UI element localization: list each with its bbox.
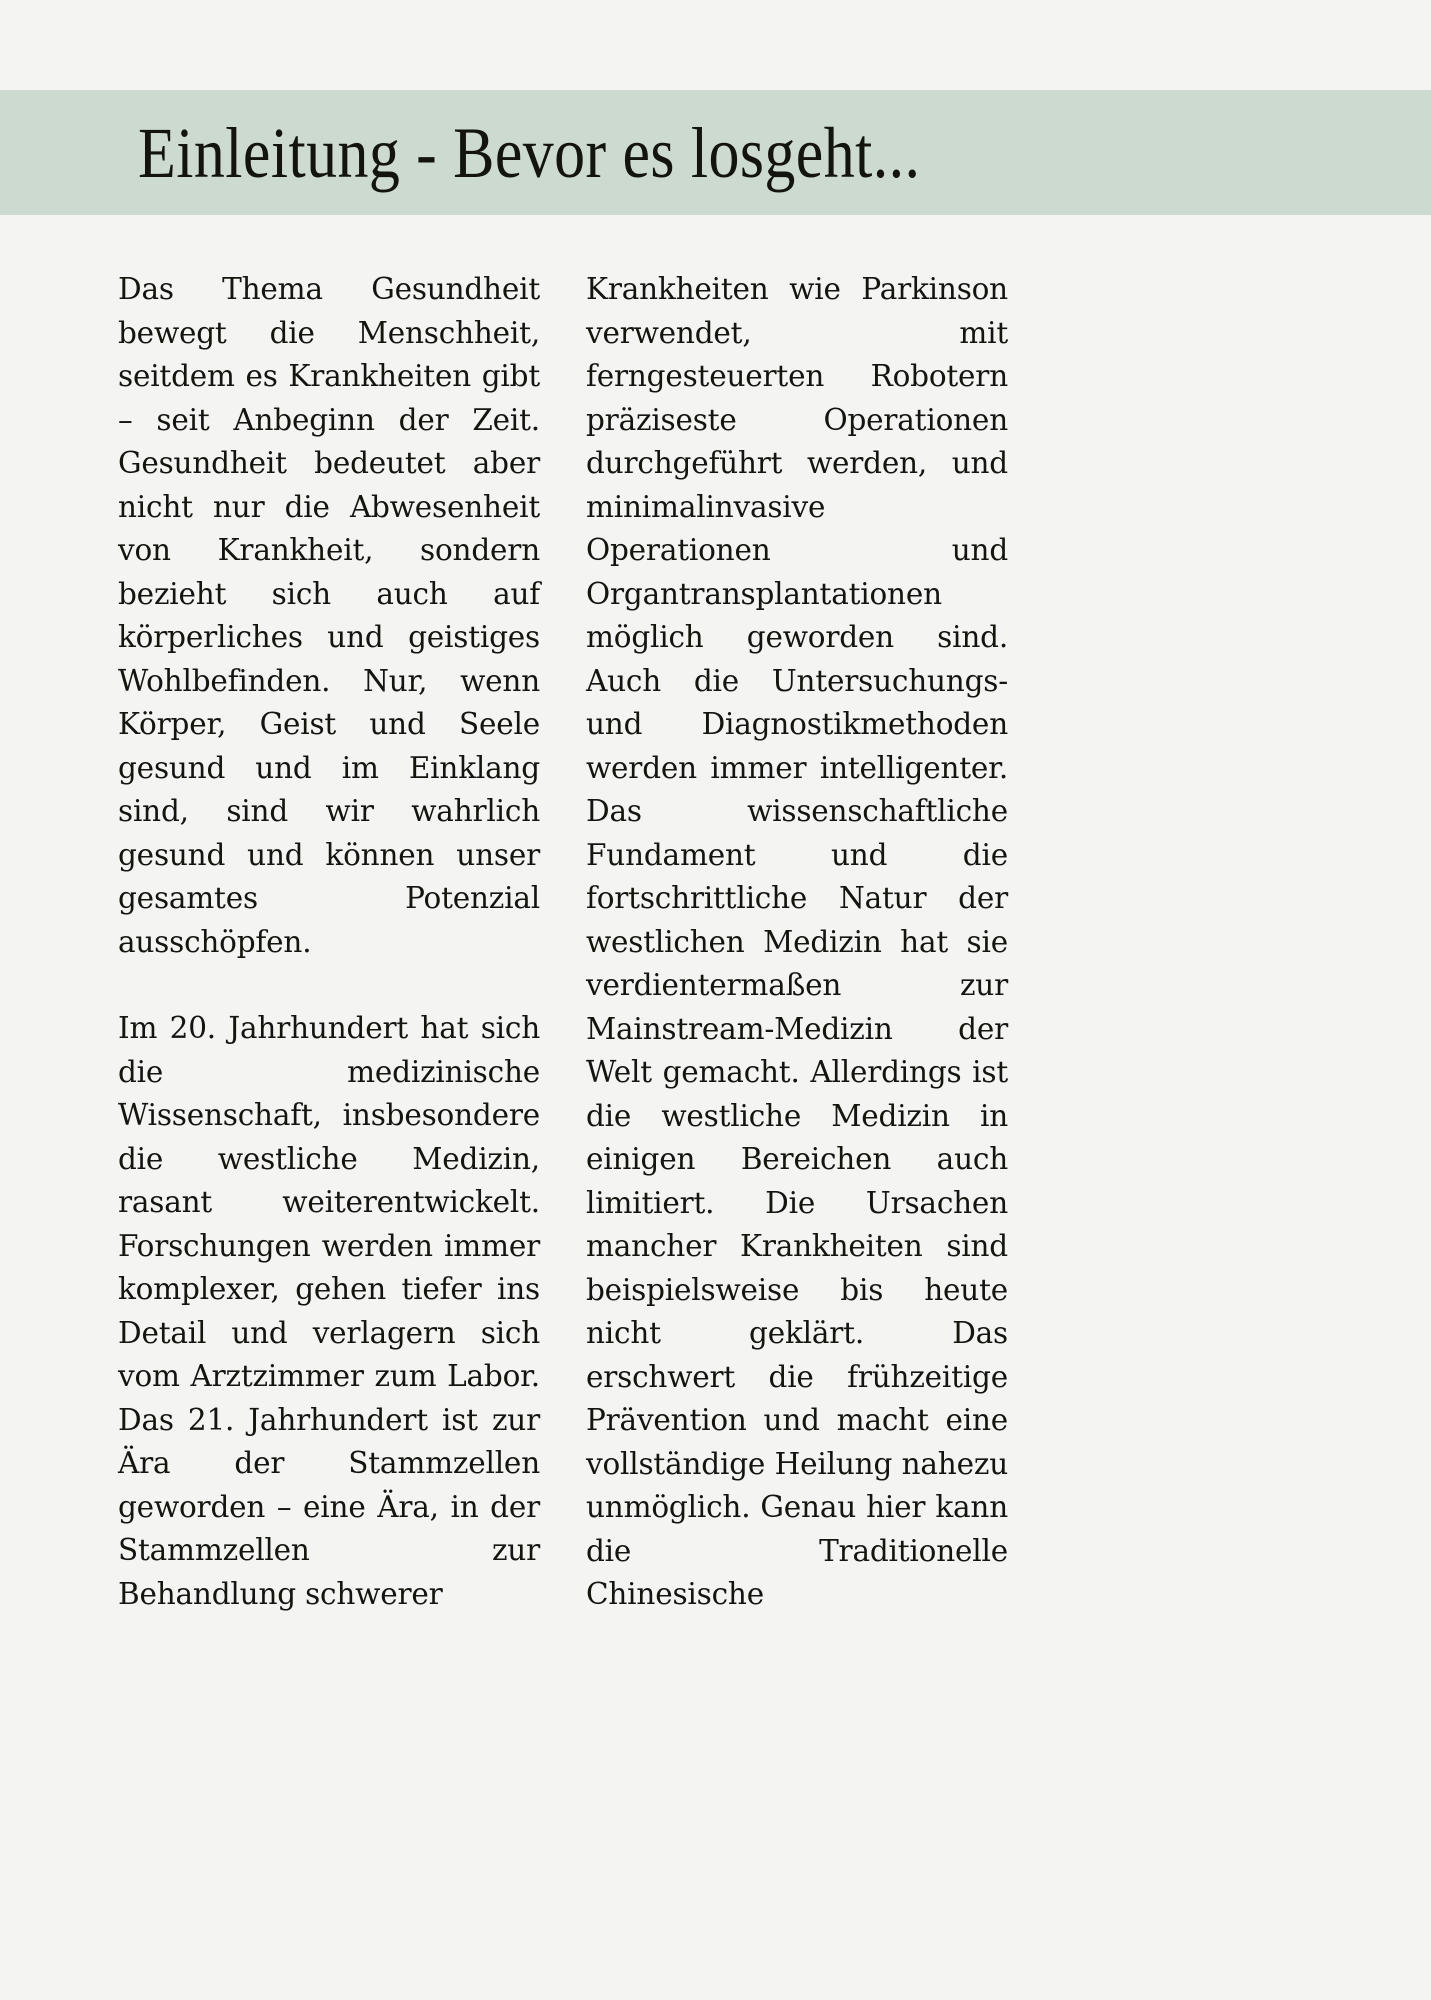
paragraph: Krankheiten wie Parkinson verwendet, mit ferngesteuerten Robotern präziseste Operationen durchgeführt werden, und minimalinvasive Operationen und Organtransplantationen möglich geworden sind. Auch die Untersuchungs- und Diagnostikmethoden werden immer intelligenter. Das wissenschaftliche Fundament und die fortschrittliche Natur der westlichen Medizin hat sie verdientermaßen zur Mainstream-Medizin der Welt gemacht. Allerdings ist die westliche Medizin in einigen Bereichen auch limitiert. Die Ursachen mancher Krankheiten sind beispielsweise bis heute nicht geklärt. Das erschwert die frühzeitige Prävention und macht eine vollständige Heilung nahezu unmöglich. Genau hier kann die Traditionelle Chinesische (586, 272, 1008, 1611)
paragraph: Im 20. Jahrhundert hat sich die medizinische Wissenschaft, insbesondere die westliche Medizin, rasant weiterentwickelt. Forschungen werden immer komplexer, gehen tiefer ins Detail und verlagern sich vom Arztzimmer zum Labor. Das 21. Jahrhundert ist zur Ära der Stammzellen geworden – eine Ära, in der Stammzellen zur Behandlung schwerer (118, 1011, 540, 1611)
paragraph: Das Thema Gesundheit bewegt die Menschheit, seitdem es Krankheiten gibt – seit Anbeginn der Zeit. Gesundheit bedeutet aber nicht nur die Abwesenheit von Krankheit, sondern bezieht sich auch auf körperliches und geistiges Wohlbefinden. Nur, wenn Körper, Geist und Seele gesund und im Einklang sind, sind wir wahrlich gesund und können unser gesamtes Potenzial ausschöpfen. (118, 272, 540, 959)
header-band (0, 90, 1431, 215)
text-column-right (586, 268, 1008, 1617)
page-title: Einleitung - Bevor es losgeht... (138, 112, 921, 193)
body-columns (118, 268, 1314, 1617)
text-column-left (118, 268, 540, 1617)
